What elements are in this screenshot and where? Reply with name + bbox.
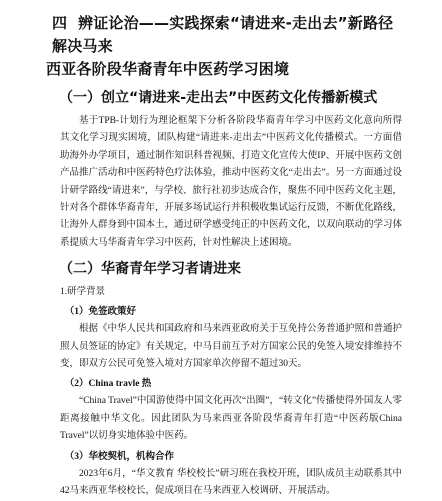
subsection-1-paragraph: 基于TPB-计划行为理论框架下分析各阶段华裔青年学习中医药文化意向所得其文化学习现实困境，团队构建“请进来-走出去”中医药文化传播模式。一方面借助海外办学项目，通过制作知识科普视频、打造文化宣传大使IP、开展中医药文创产品推广活动和中医药特色疗法体验，推动中医药文化“走出去”。另一方面通过设计研学路线“请进来”，与学校、旅行社初步达成合作，聚焦不同中医药文化主题，针对各个群体华裔青年，开展多场试运行并积极收集试运行反馈，不断优化路线，让海外人群身到中国本土，通过研学感受纯正的中医药文化，以双向联动的学习体系提质大马华裔青年学习中医药，针对性解决上述困境。: [60, 116, 403, 248]
point-2-paragraph: “China Travel”中国游使得中国文化再次“出圈”，“转文化”传播使得外国友人零距离接触中华文化。因此团队为马来西亚各阶段华裔青年打造“中医药版China Travel”以切身实地体验中医药。: [60, 396, 402, 442]
point-1-title: （1）免签政策好: [64, 307, 137, 318]
section-number: 四: [52, 14, 68, 32]
point-3-title: （3）华校契机，机构合作: [64, 451, 175, 462]
point-3-paragraph: 2023年6月，“华文教育 华校校长”研习班在我校开班，团队成员主动联系其中42马来西亚华校校长，促成项目在马来西亚入校调研、开展活动。: [60, 468, 402, 497]
section-title-line1: 辨证论治——实践探索“请进来-走出去”新路径解决马来: [52, 14, 394, 55]
section-heading: [46, 12, 402, 81]
subsection-1-title: （一）创立“请进来-走出去”中医药文化传播新模式: [59, 90, 378, 106]
item-1-heading: 1.研学背景: [60, 287, 106, 298]
section-title-line2: 西亚各阶段华裔青年中医药学习困境: [46, 60, 290, 78]
point-1-paragraph: 根据《中华人民共和国政府和马来西亚政府关于互免持公务普通护照和普通护照人员签证的协定》有关规定，中马目前互予对方国家公民的免签入境安排维持不变，即双方公民可免签入境对方国家单次停留不超过30天。: [60, 324, 403, 370]
point-2-title: （2）China travle 热: [64, 379, 152, 390]
subsection-2-title: （二）华裔青年学习者请进来: [59, 261, 241, 278]
